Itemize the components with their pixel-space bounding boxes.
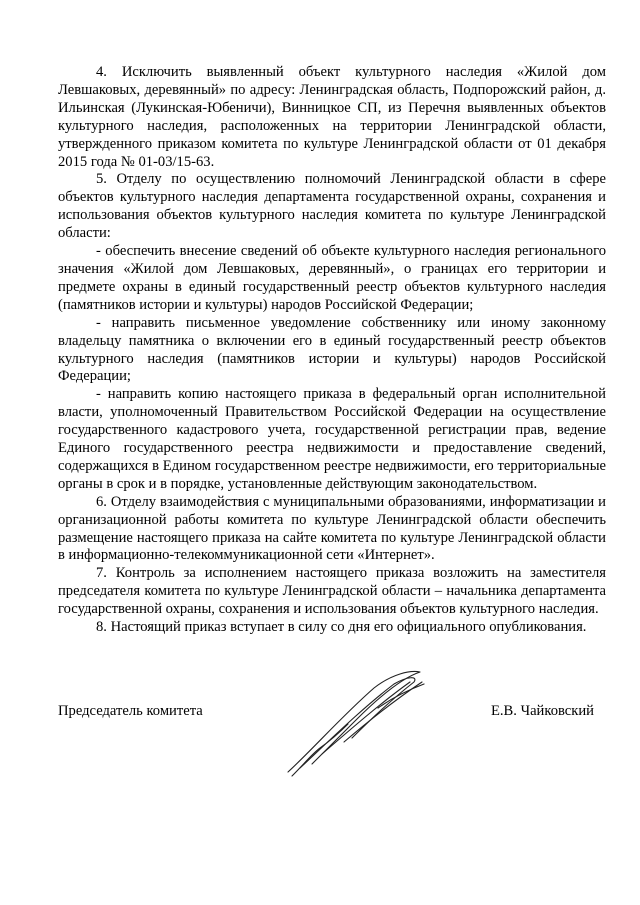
paragraph-item-4: 4. Исключить выявленный объект культурного наследия «Жилой дом Левшаковых, деревянный» по адресу: Ленинградская область, Подпорожский район, д. Ильинская (Лукинская-Юбеничи), Винницкое СП, из Перечня выявленных объектов культурного наследия, расположенных на территории Ленинградской области, утвержденного приказом комитета по культуре Ленинградской области от 01 декабря 2015 года № 01-03/15-63. bbox=[58, 64, 606, 170]
signatory-title: Председатель комитета bbox=[58, 703, 203, 719]
handwritten-signature bbox=[282, 668, 432, 778]
paragraph-item-5-bullet-3: - направить копию настоящего приказа в федеральный орган исполнительной власти, уполномоченный Правительством Российской Федерации на осуществление государственного кадастрового учета, государственной регистрации прав, ведение Единого государственного реестра недвижимости и предоставление сведений, содержащихся в Едином государственном реестре недвижимости, его территориальные органы в срок и в порядке, установленные действующим законодательством. bbox=[58, 386, 606, 492]
paragraph-item-5-bullet-1: - обеспечить внесение сведений об объекте культурного наследия регионального значения «Жилой дом Левшаковых, деревянный», о границах его территории и предмете охраны в единый государственный реестр объектов культурного наследия (памятников истории и культуры) народов Российской Федерации; bbox=[58, 243, 606, 313]
paragraph-item-6: 6. Отделу взаимодействия с муниципальными образованиями, информатизации и организационной работы комитета по культуре Ленинградской области обеспечить размещение настоящего приказа на сайте комитета по культуре Ленинградской области в информационно-телекоммуникационной сети «Интернет». bbox=[58, 493, 606, 564]
paragraph-item-7: 7. Контроль за исполнением настоящего приказа возложить на заместителя председателя комитета по культуре Ленинградской области – начальника департамента государственной охраны, сохранения и использования объектов культурного наследия. bbox=[58, 565, 606, 618]
signatory-name: Е.В. Чайковский bbox=[490, 703, 594, 719]
paragraph-item-5-bullet-2: - направить письменное уведомление собственнику или иному законному владельцу памятника о включении его в единый государственный реестр объектов культурного наследия (памятников истории и культуры) народов Российской Федерации; bbox=[58, 314, 606, 385]
document-body bbox=[58, 64, 606, 637]
paragraph-item-5: 5. Отделу по осуществлению полномочий Ленинградской области в сфере объектов культурного наследия департамента государственной охраны, сохранения и использования объектов культурного наследия комитета по культуре Ленинградской области: bbox=[58, 171, 606, 242]
paragraph-item-8: 8. Настоящий приказ вступает в силу со дня его официального опубликования. bbox=[96, 619, 587, 636]
